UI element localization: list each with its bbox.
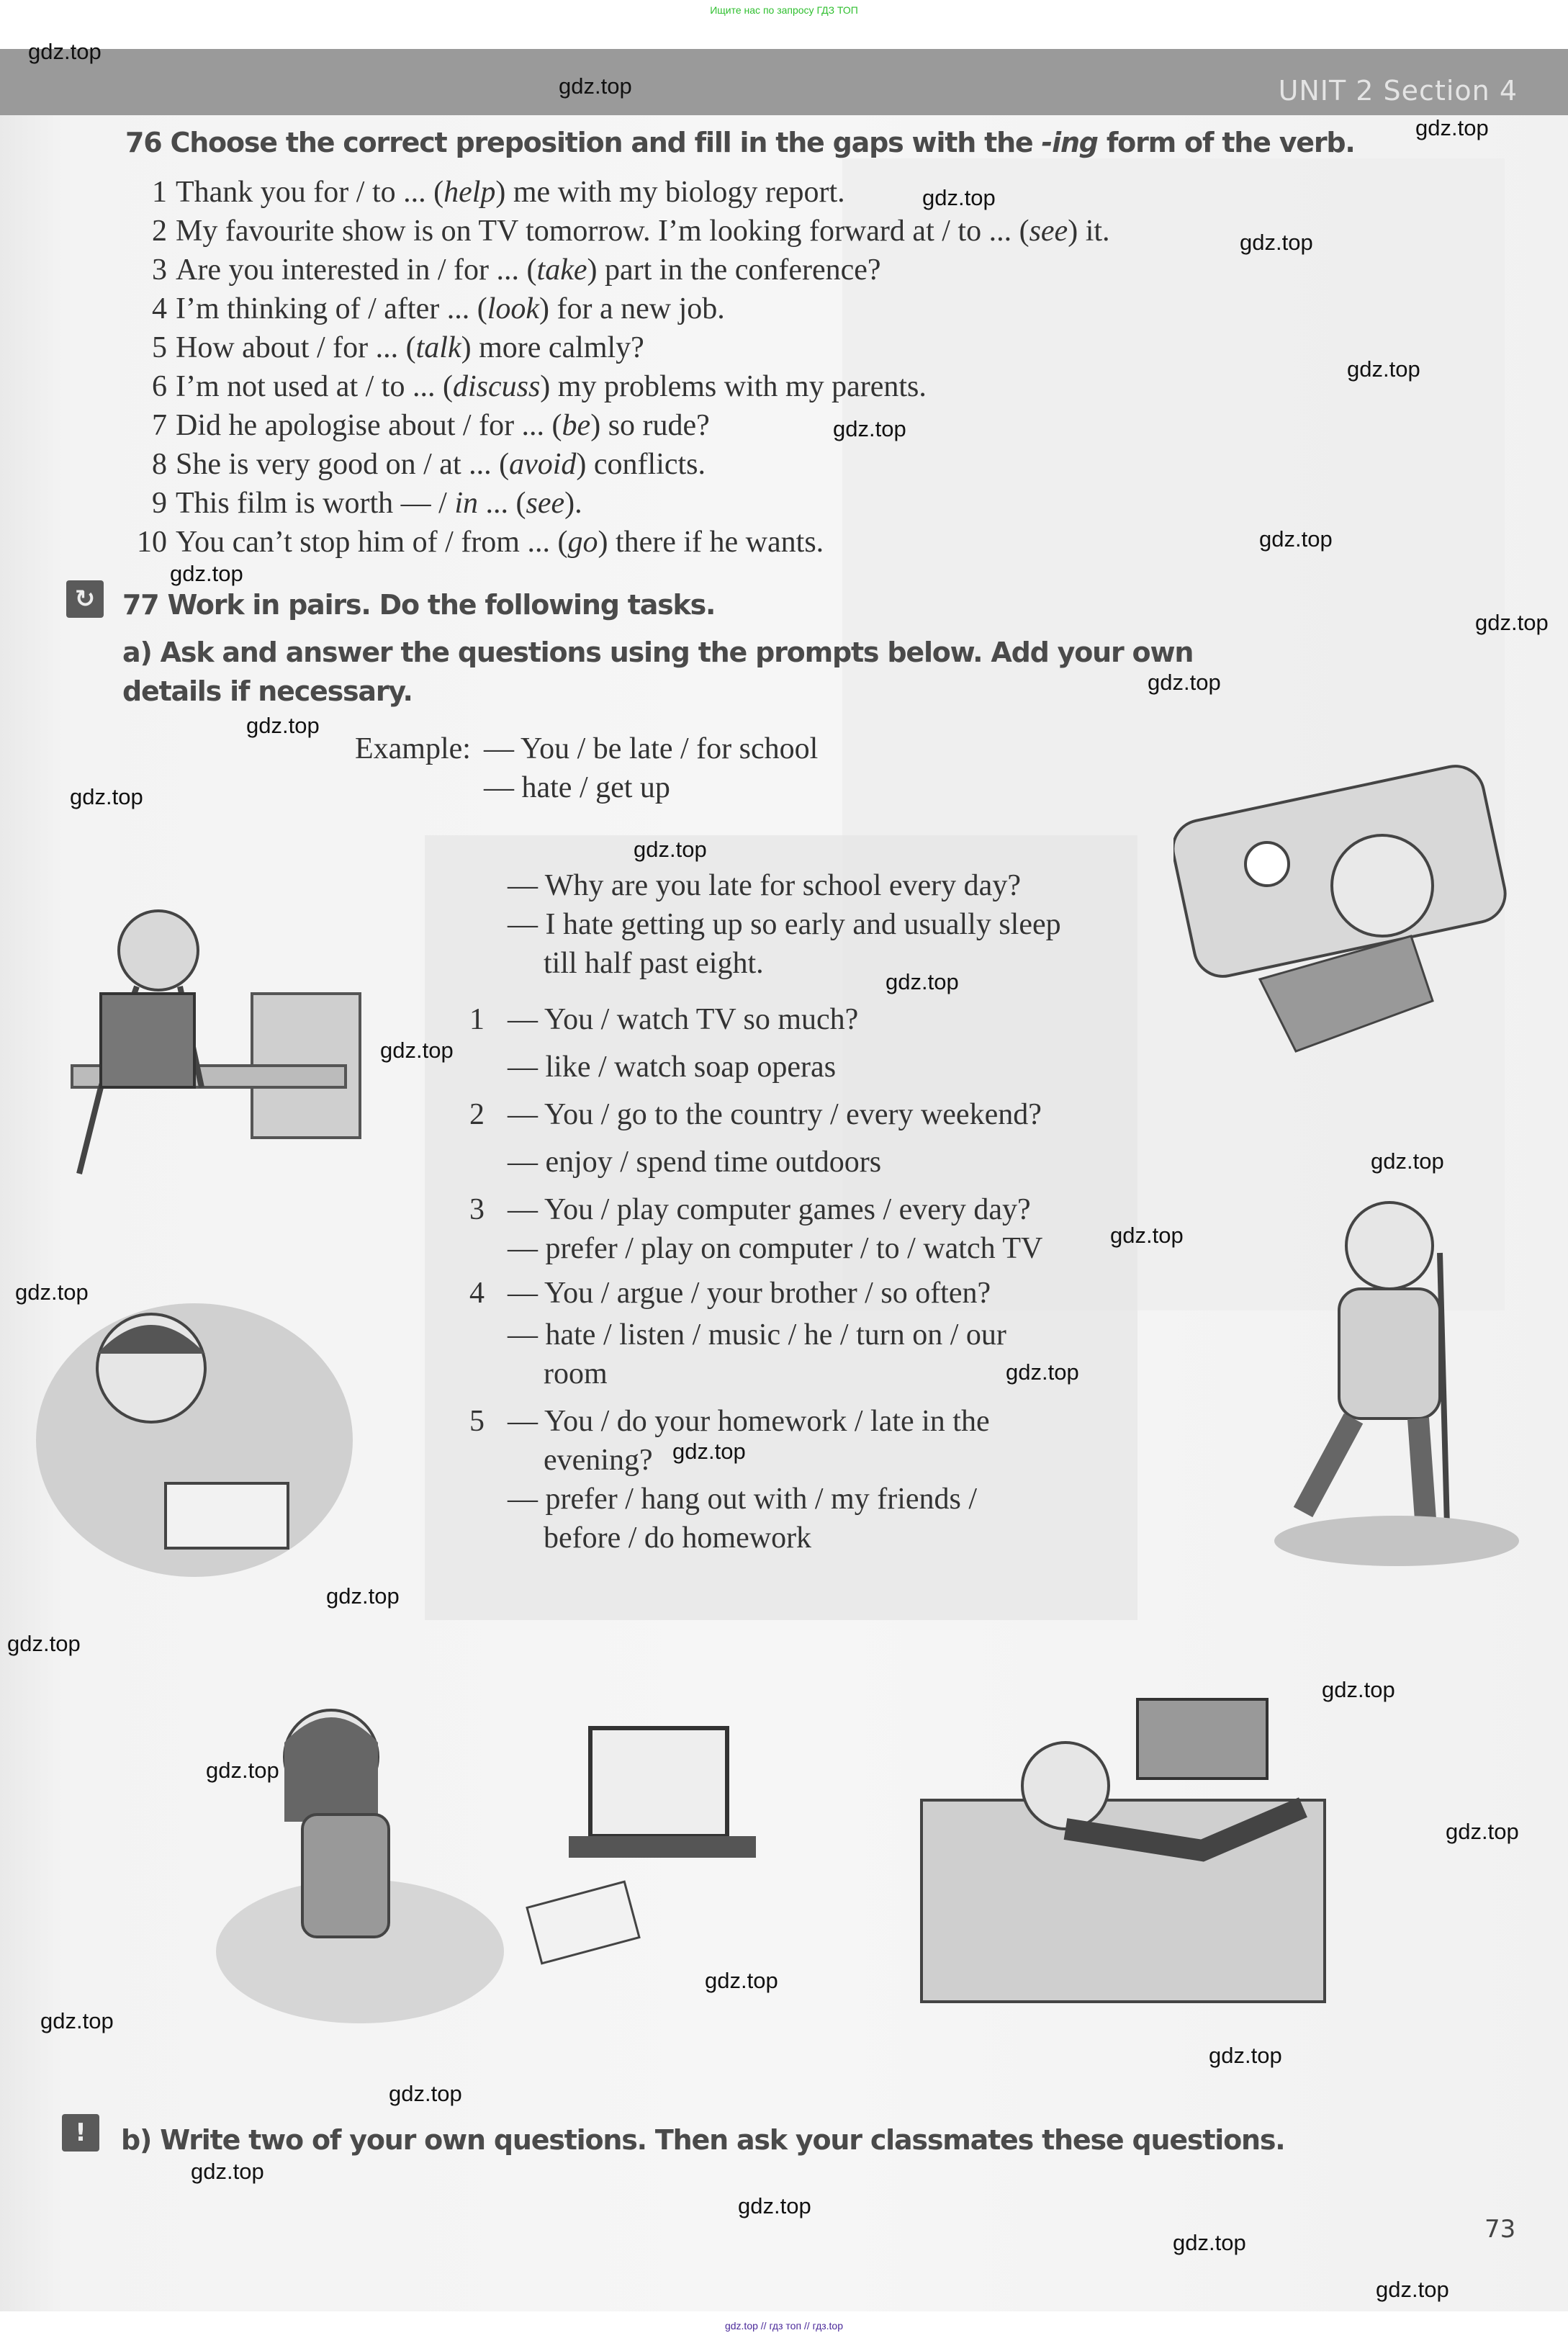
watermark: gdz.top (1110, 1223, 1184, 1248)
dialogue-line: — like / watch soap operas (508, 1051, 837, 1084)
item-text: Thank you for / to ... ( (176, 176, 444, 209)
watermark: gdz.top (1006, 1359, 1079, 1385)
watermark: gdz.top (70, 784, 143, 809)
dialogue-line: — prefer / hang out with / my friends / (508, 1483, 978, 1516)
dialogue-line: till half past eight. (544, 947, 764, 980)
exercise-76-title: 76 Choose the correct preposition and fill in the gaps with the -ing form of the verb. (125, 127, 1355, 158)
watermark: gdz.top (28, 39, 102, 64)
exercise-77-title: 77 Work in pairs. Do the following tasks. (122, 589, 716, 621)
task-a-line2: details if necessary. (122, 675, 413, 707)
pair-work-icon: ↻ (66, 580, 104, 618)
unit-section-label: UNIT 2 Section 4 (1278, 75, 1518, 107)
watermark: gdz.top (1259, 526, 1333, 552)
dialogue-line: — prefer / play on computer / to / watch TV (508, 1232, 1043, 1265)
watermark: gdz.top (559, 73, 632, 99)
item-number: 1 (152, 176, 167, 209)
dialogue-number: 3 (469, 1193, 485, 1226)
top-note: Ищите нас по запросу ГДЗ ТОП (710, 4, 858, 16)
dialogue-line: evening? (544, 1444, 653, 1477)
item-text: I’m thinking of / after ... ( (176, 292, 487, 325)
dialogue-number: 5 (469, 1405, 485, 1438)
verb-prompt: look (487, 292, 540, 325)
item-text: ). (564, 487, 582, 520)
girl-watching-tv-illustration (216, 1678, 936, 2038)
exercise-item (124, 175, 845, 210)
item-text: You can’t stop him of / from ... ( (176, 526, 568, 559)
item-number: 10 (137, 526, 167, 559)
dialogue-line: — I hate getting up so early and usually sleep (508, 908, 1061, 941)
watermark: gdz.top (170, 561, 243, 586)
task-a-line1: a) Ask and answer the questions using the prompts below. Add your own (122, 637, 1194, 668)
watermark: gdz.top (1415, 115, 1489, 140)
verb-prompt: help (443, 176, 496, 209)
item-number: 4 (152, 292, 167, 325)
item-text: ) there if he wants. (598, 526, 824, 559)
example-line: — You / be late / for school (484, 732, 819, 765)
example-line: — hate / get up (484, 771, 670, 804)
item-text: Are you interested in / for ... ( (176, 253, 537, 287)
item-number: 3 (152, 253, 167, 287)
item-text: ) for a new job. (539, 292, 725, 325)
dialogue-line: — You / watch TV so much? (508, 1003, 859, 1036)
dialogue-line: room (544, 1357, 608, 1390)
verb-prompt: see (526, 487, 565, 520)
girl-on-bed-with-stereo-illustration (900, 1678, 1512, 2023)
item-number: 2 (152, 215, 167, 248)
item-text: ) part in the conference? (587, 253, 881, 287)
exercise-item (124, 408, 710, 443)
boy-sleeping-with-alarm-illustration (1173, 763, 1519, 1066)
item-text: ) conflicts. (576, 448, 706, 481)
watermark: gdz.top (833, 416, 906, 441)
item-text: My favourite show is on TV tomorrow. I’m looking forward at / to ... ( (176, 215, 1029, 248)
dialogue-line: — enjoy / spend time outdoors (508, 1146, 882, 1179)
important-icon: ! (62, 2114, 99, 2152)
item-number: 6 (152, 370, 167, 403)
watermark: gdz.top (1240, 230, 1313, 255)
girl-doing-homework-illustration (22, 1267, 367, 1584)
dialogue-line: — Why are you late for school every day? (508, 869, 1021, 902)
watermark: gdz.top (1322, 1677, 1395, 1702)
verb-prompt: see (1029, 215, 1068, 248)
watermark: gdz.top (1371, 1148, 1444, 1174)
task-b: b) Write two of your own questions. Then ask your classmates these questions. (121, 2124, 1285, 2156)
dialogue-number: 2 (469, 1098, 485, 1131)
watermark: gdz.top (634, 837, 707, 862)
dialogue-line: — You / play computer games / every day? (508, 1193, 1031, 1226)
dialogue-line: — hate / listen / music / he / turn on / our (508, 1318, 1006, 1352)
exercise-item (124, 253, 881, 287)
watermark: gdz.top (1209, 2043, 1282, 2068)
verb-prompt: take (536, 253, 587, 287)
watermark: gdz.top (1173, 2230, 1246, 2255)
exercise-item (124, 525, 824, 559)
verb-prompt: discuss (452, 370, 541, 403)
watermark: gdz.top (886, 969, 959, 994)
bottom-strip (0, 2311, 1568, 2338)
item-text: I’m not used at / to ... ( (176, 370, 453, 403)
exercise-item (124, 447, 706, 482)
bottom-note[interactable]: gdz.top // гдз топ // гдз.top (724, 2320, 844, 2332)
watermark: gdz.top (1148, 670, 1221, 695)
exercise-item (124, 486, 582, 521)
boy-gardening-illustration (1209, 1181, 1526, 1584)
watermark: gdz.top (1446, 1819, 1519, 1844)
dialogue-line: — You / go to the country / every weekend? (508, 1098, 1042, 1131)
watermark: gdz.top (738, 2193, 811, 2218)
exercise-item (124, 292, 725, 326)
example-label: Example: (355, 732, 471, 765)
verb-prompt: talk (415, 331, 461, 364)
item-text: ) my problems with my parents. (540, 370, 927, 403)
watermark: gdz.top (206, 1758, 279, 1783)
item-number: 7 (152, 409, 167, 442)
watermark: gdz.top (705, 1968, 778, 1993)
watermark: gdz.top (389, 2081, 462, 2106)
watermark: gdz.top (7, 1631, 81, 1656)
watermark: gdz.top (326, 1583, 400, 1609)
top-strip (0, 0, 1568, 49)
page-number: 73 (1484, 2215, 1516, 2244)
item-text: ) so rude? (590, 409, 710, 442)
verb-prompt: avoid (509, 448, 577, 481)
item-text: ) me with my biology report. (495, 176, 845, 209)
item-text: Did he apologise about / for ... ( (176, 409, 562, 442)
watermark: gdz.top (1475, 610, 1549, 635)
watermark: gdz.top (922, 185, 996, 210)
dialogue-line: before / do homework (544, 1521, 812, 1555)
exercise-item (124, 331, 644, 365)
item-number: 5 (152, 331, 167, 364)
dialogue-number: 1 (469, 1003, 485, 1036)
item-text: How about / for ... ( (176, 331, 416, 364)
item-number: 8 (152, 448, 167, 481)
verb-prompt: go (567, 526, 598, 559)
watermark: gdz.top (246, 713, 320, 738)
watermark: gdz.top (15, 1280, 89, 1305)
dialogue-line: — You / do your homework / late in the (508, 1405, 990, 1438)
item-text: She is very good on / at ... ( (176, 448, 510, 481)
exercise-item (124, 369, 927, 404)
item-text: ) more calmly? (461, 331, 644, 364)
watermark: gdz.top (672, 1439, 746, 1464)
watermark: gdz.top (40, 2008, 114, 2033)
verb-prompt: be (562, 409, 591, 442)
item-text: ) it. (1068, 215, 1110, 248)
watermark: gdz.top (1347, 356, 1420, 382)
watermark: gdz.top (380, 1038, 454, 1063)
item-text: This film is worth — / (176, 487, 455, 520)
item-number: 9 (152, 487, 167, 520)
page-header (0, 49, 1568, 115)
watermark: gdz.top (191, 2159, 264, 2184)
verb-prompt: in (454, 487, 479, 520)
watermark: gdz.top (1376, 2277, 1449, 2302)
exercise-item (124, 214, 1110, 248)
dialogue-number: 4 (469, 1277, 485, 1310)
boy-at-computer-illustration (14, 850, 389, 1224)
item-text: ... ( (478, 487, 526, 520)
dialogue-line: — You / argue / your brother / so often? (508, 1277, 991, 1310)
